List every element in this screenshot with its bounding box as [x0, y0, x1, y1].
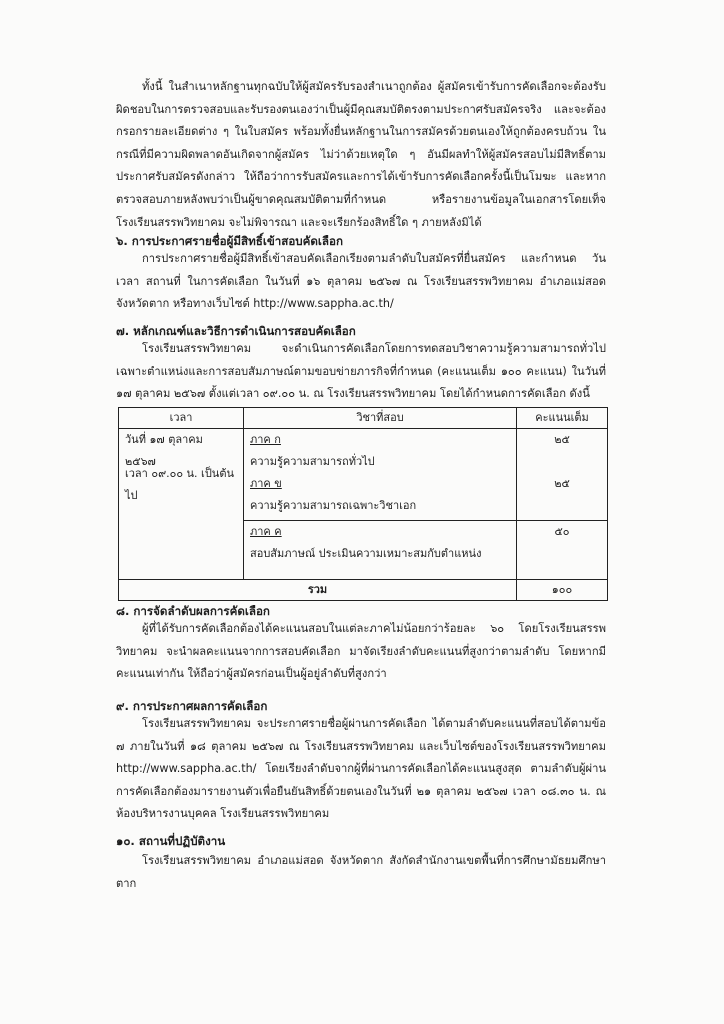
part-a-label: ภาค ก: [250, 433, 281, 446]
section-10-heading: ๑๐. สถานที่ปฏิบัติงาน: [116, 834, 226, 848]
subject-cell-ab: [244, 429, 517, 521]
score-cell-ab: [517, 429, 608, 521]
section-7-heading: ๗. หลักเกณฑ์และวิธีการดำเนินการสอบคัดเลือก: [116, 324, 356, 338]
exam-start-time: เวลา ๐๙.๐๐ น. เป็นต้นไป: [125, 467, 234, 502]
header-score: คะแนนเต็ม: [517, 408, 608, 429]
part-c-label: ภาค ค: [250, 525, 282, 538]
total-label: รวม: [119, 580, 517, 601]
section-10-body: โรงเรียนสรรพวิทยาคม อำเภอแม่สอด จังหวัดตาก สังกัดสำนักงานเขตพื้นที่การศึกษามัธยมศึกษาตาก: [116, 854, 606, 890]
part-a-score: ๒๕: [554, 433, 570, 446]
time-cell: [119, 429, 244, 580]
exam-schedule-table: [118, 407, 608, 601]
section-8-body: ผู้ที่ได้รับการคัดเลือกต้องได้คะแนนสอบในแต่ละภาคไม่น้อยกว่าร้อยละ ๖๐ โดยโรงเรียนสรรพวิทยาคม จะนำผลคะแนนจากการสอบคัดเลือก มาจัดเรียงลำดับคะแนนที่สูงกว่าตามลำดับ โดยหากมีคะแนนเท่ากัน ให้ถือว่าผู้สมัครก่อนเป็นผู้อยู่ลำดับที่สูงกว่า: [116, 622, 606, 681]
part-a-subject: ความรู้ความสามารถทั่วไป: [250, 455, 375, 468]
score-cell-c: [517, 521, 608, 580]
part-b-subject: ความรู้ความสามารถเฉพาะวิชาเอก: [250, 499, 417, 512]
intro-paragraph: ทั้งนี้ ในสำเนาหลักฐานทุกฉบับให้ผู้สมัครรับรองสำเนาถูกต้อง ผู้สมัครเข้ารับการคัดเลือกจะต้องรับผิดชอบในการตรวจสอบและรับรองตนเองว่าเป็นผู้มีคุณสมบัติตรงตามประกาศรับสมัครจริง และจะต้องกรอกรายละเอียดต่าง ๆ ในใบสมัคร พร้อมทั้งยื่นหลักฐานในการสมัครด้วยตนเองให้ถูกต้องครบถ้วน ในกรณีที่มีความผิดพลาดอันเกิดจากผู้สมัคร ไม่ว่าด้วยเหตุใด ๆ อันมีผลทำให้ผู้สมัครสอบไม่มีสิทธิ์ตามประกาศรับสมัครดังกล่าว ให้ถือว่าการรับสมัครและการได้เข้ารับการคัดเลือกครั้งนี้เป็นโมฆะ และหากตรวจสอบภายหลังพบว่าเป็นผู้ขาดคุณสมบัติตามที่กำหนด หรือรายงานข้อมูลในเอกสารโดยเท็จ โรงเรียนสรรพวิทยาคม จะไม่พิจารณา และจะเรียกร้องสิทธิ์ใด ๆ ภายหลังมิได้: [116, 80, 606, 229]
header-time: เวลา: [119, 408, 244, 429]
section-7-body: โรงเรียนสรรพวิทยาคม จะดำเนินการคัดเลือกโดยการทดสอบวิชาความรู้ความสามารถทั่วไปเฉพาะตำแหน่งและการสอบสัมภาษณ์ตามขอบข่ายภารกิจที่กำหนด (คะแนนเต็ม ๑๐๐ คะแนน) ในวันที่ ๑๗ ตุลาคม ๒๕๖๗ ตั้งแต่เวลา ๐๙.๐๐ น. ณ โรงเรียนสรรพวิทยาคม โดยได้กำหนดการคัดเลือก ดังนี้: [116, 342, 606, 401]
part-c-subject: สอบสัมภาษณ์ ประเมินความเหมาะสมกับตำแหน่ง: [250, 547, 482, 560]
table-header-row: [119, 408, 608, 429]
header-subject: วิชาที่สอบ: [244, 408, 517, 429]
section-6-body: การประกาศรายชื่อผู้มีสิทธิ์เข้าสอบคัดเลือกเรียงตามลำดับใบสมัครที่ยื่นสมัคร และกำหนด วัน เวลา สถานที่ ในการคัดเลือก ในวันที่ ๑๖ ตุลาคม ๒๕๖๗ ณ โรงเรียนสรรพวิทยาคม อำเภอแม่สอด จังหวัดตาก หรือทางเว็บไซต์ http://www.sappha.ac.th/: [116, 252, 606, 311]
part-b-score: ๒๕: [554, 477, 570, 490]
part-b-label: ภาค ข: [250, 477, 282, 490]
total-row: [119, 580, 608, 601]
subject-cell-c: [244, 521, 517, 580]
section-9-heading: ๙. การประกาศผลการคัดเลือก: [116, 699, 268, 713]
section-6-heading: ๖. การประกาศรายชื่อผู้มีสิทธิ์เข้าสอบคัดเลือก: [116, 234, 343, 248]
exam-date: วันที่ ๑๗ ตุลาคม ๒๕๖๗: [125, 433, 203, 468]
table-row: [119, 429, 608, 521]
part-c-score: ๕๐: [554, 525, 570, 538]
section-8-heading: ๘. การจัดลำดับผลการคัดเลือก: [116, 604, 270, 618]
total-score: ๑๐๐: [517, 580, 608, 601]
section-9-body: โรงเรียนสรรพวิทยาคม จะประกาศรายชื่อผู้ผ่านการคัดเลือก ได้ตามลำดับคะแนนที่สอบได้ตามข้อ ๗ ภายในวันที่ ๑๘ ตุลาคม ๒๕๖๗ ณ โรงเรียนสรรพวิทยาคม และเว็บไซต์ของโรงเรียนสรรพวิทยาคม http://www.sappha.ac.th/ โดยเรียงลำดับจากผู้ที่ผ่านการคัดเลือกได้คะแนนสูงสุด ตามลำดับผู้ผ่านการคัดเลือกต้องมารายงานตัวเพื่อยืนยันสิทธิ์ด้วยตนเองในวันที่ ๒๑ ตุลาคม ๒๕๖๗ เวลา ๐๘.๓๐ น. ณ ห้องบริหารงานบุคคล โรงเรียนสรรพวิทยาคม: [116, 717, 606, 821]
